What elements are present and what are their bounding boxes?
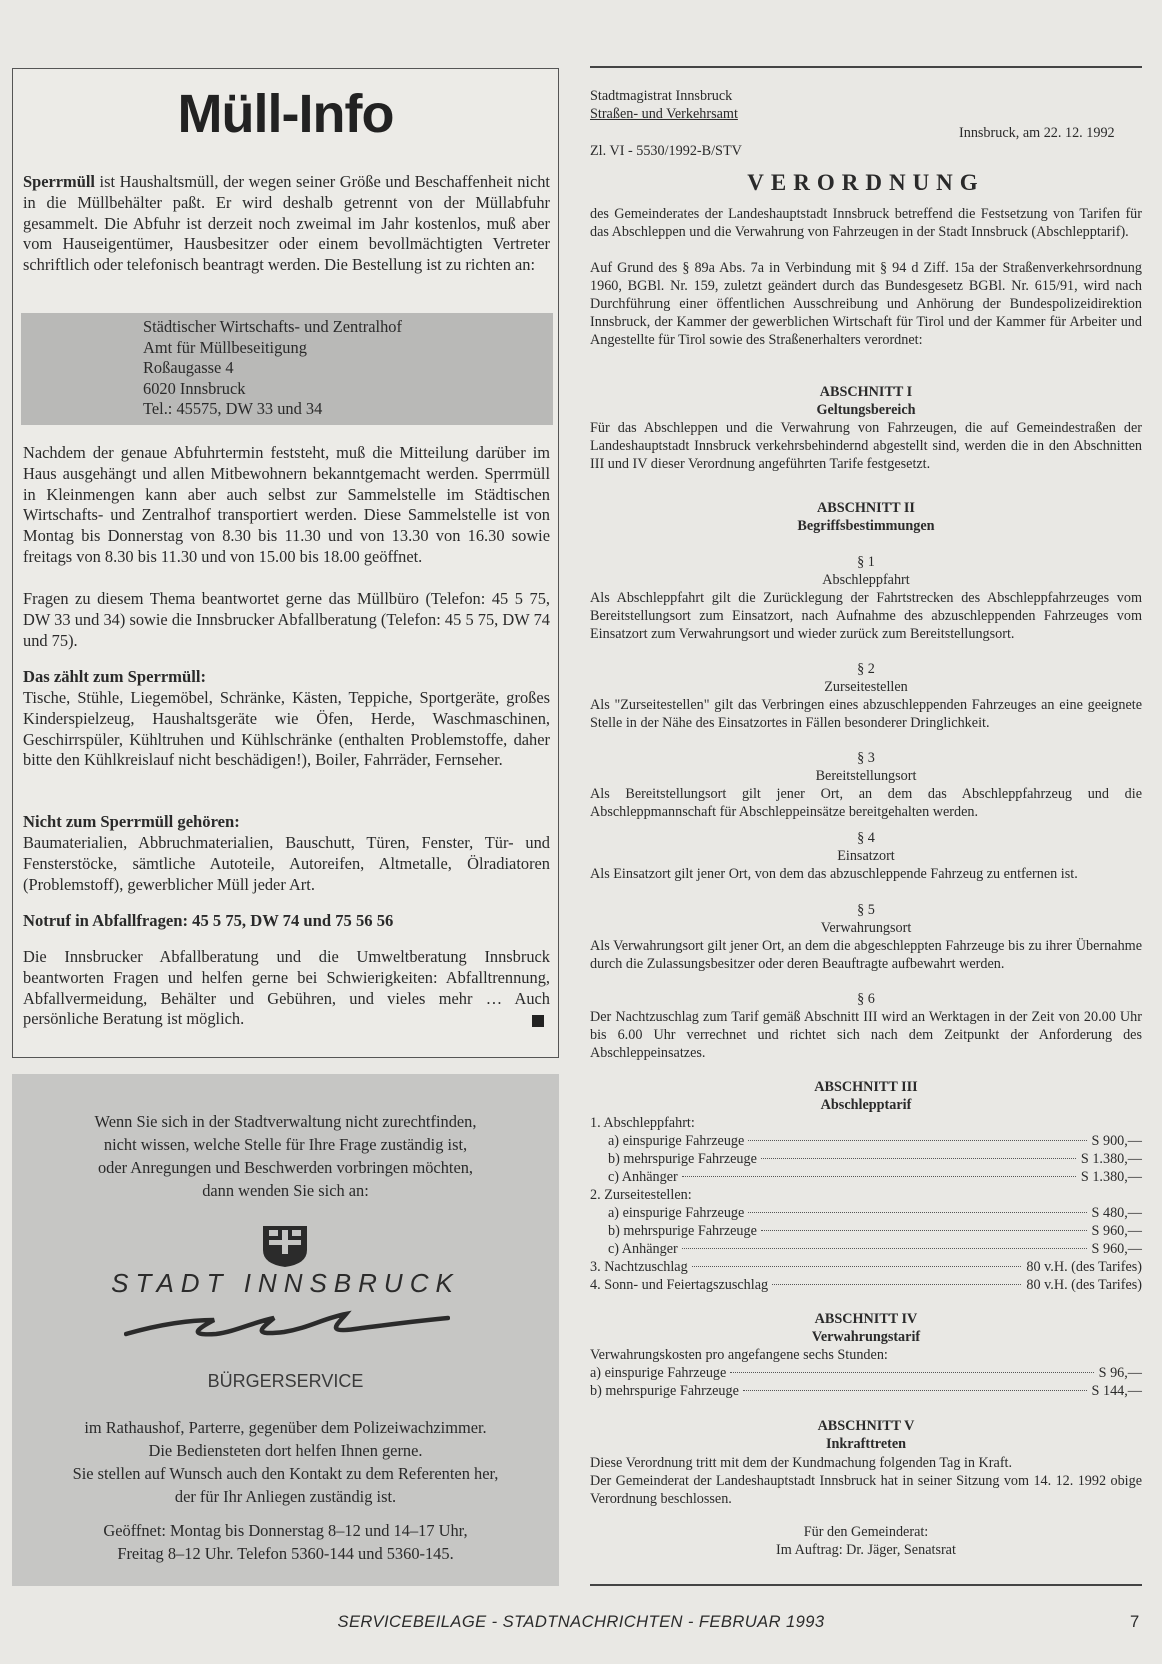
dot-leader [692, 1266, 1022, 1267]
address-line: Tel.: 45575, DW 33 und 34 [143, 399, 323, 419]
muell-intro-bold: Sperrmüll [23, 172, 95, 191]
inn-river-wave-icon [124, 1306, 450, 1346]
verordnung-title: VERORDNUNG [747, 170, 985, 195]
address-box [21, 313, 553, 425]
dot-leader [772, 1284, 1021, 1285]
service-intro-line: Wenn Sie sich in der Stadtverwaltung nicht zurechtfinden, [94, 1112, 477, 1131]
tariff-value: S 480,— [1091, 1205, 1142, 1221]
dot-leader [748, 1140, 1086, 1141]
tariff-label: c) Anhänger [608, 1169, 678, 1185]
storage-intro: Verwahrungskosten pro angefangene sechs Stunden: [590, 1347, 888, 1363]
paragraph-4-title: Einsatzort [837, 848, 895, 864]
tariff-row [608, 1223, 1142, 1241]
section-5-text: Diese Verordnung tritt mit dem der Kundmachung folgenden Tag in Kraft. [590, 1455, 1013, 1471]
opening-hours-line: Geöffnet: Montag bis Donnerstag 8–12 und 14–17 Uhr, [103, 1521, 468, 1540]
service-location-line: Die Bediensteten dort helfen Ihnen gerne. [148, 1441, 423, 1460]
dot-leader [682, 1248, 1087, 1249]
paragraph-6-number: § 6 [857, 991, 875, 1007]
section-3-subtitle: Abschlepptarif [820, 1097, 912, 1113]
paragraph-1-text: Als Abschleppfahrt gilt die Zurücklegung der Fahrtstrecken des Abschleppfahrzeuges vom Bereitstellungsort zum Einsatzort, nach Aufnahme des abzuschleppenden Fahrzeuges vom Einsatzort zum Verwahrungsort und wieder zurück zum Bereitstellungsort. [590, 590, 1142, 642]
tariff-row [590, 1277, 1142, 1295]
included-heading: Das zählt zum Sperrmüll: [23, 667, 206, 686]
section-1-title: ABSCHNITT I [819, 384, 913, 400]
dot-leader [743, 1390, 1087, 1391]
address-line: Städtischer Wirtschafts- und Zentralhof [143, 317, 402, 336]
tariff-value: S 1.380,— [1080, 1169, 1142, 1185]
tariff-row [608, 1169, 1142, 1187]
sender-department: Straßen- und Verkehrsamt [590, 106, 738, 122]
opening-hours-line: Freitag 8–12 Uhr. Telefon 5360-144 und 5360-145. [117, 1544, 454, 1563]
tariff-label: 3. Nachtzuschlag [590, 1259, 688, 1275]
emergency-line: Notruf in Abfallfragen: 45 5 75, DW 74 und 75 56 56 [23, 911, 394, 930]
document-date: Innsbruck, am 22. 12. 1992 [959, 125, 1115, 141]
section-4-subtitle: Verwahrungstarif [811, 1329, 921, 1345]
paragraph-5-text: Als Verwahrungsort gilt jener Ort, an dem die abgeschleppten Fahrzeuge bis zu ihrer Übernahme durch die Zulassungsbesitzer oder deren Beauftragte aufbewahrt werden. [590, 938, 1142, 972]
paragraph-2-number: § 2 [857, 661, 875, 677]
section-1-subtitle: Geltungsbereich [816, 402, 916, 418]
paragraph-1-title: Abschleppfahrt [822, 572, 910, 588]
tariff-group-heading: 1. Abschleppfahrt: [590, 1115, 695, 1131]
signature-name: Im Auftrag: Dr. Jäger, Senatsrat [776, 1542, 956, 1558]
tariff-row [590, 1259, 1142, 1277]
tariff-value: 80 v.H. (des Tarifes) [1026, 1277, 1142, 1293]
service-location-line: Sie stellen auf Wunsch auch den Kontakt zu dem Referenten her, [72, 1464, 499, 1483]
buergerservice-heading: BÜRGERSERVICE [207, 1371, 364, 1391]
paragraph-3-text: Als Bereitstellungsort gilt jener Ort, an dem das Abschleppfahrzeug und die Abschleppmannschaft für Abschleppeinsätze bereitgehalten werden. [590, 786, 1142, 820]
paragraph-5-title: Verwahrungsort [820, 920, 912, 936]
section-2-subtitle: Begriffsbestimmungen [797, 518, 935, 534]
reference-number: Zl. VI - 5530/1992-B/STV [590, 143, 742, 159]
dot-leader [682, 1176, 1076, 1177]
muell-info-box [12, 68, 559, 1058]
muell-info-title: Müll-Info [177, 84, 394, 144]
legal-basis: Auf Grund des § 89a Abs. 7a in Verbindung mit § 94 d Ziff. 15a der Straßenverkehrsordnung 1960, BGBl. Nr. 159, zuletzt geändert durch das Bundesgesetz BGBl. Nr. 615/91, wird nach Durchführung einer öffentlichen Ausschreibung und Anhörung der Bundespolizeidirektion Innsbruck, der Kammer der gewerblichen Wirtschaft für Tirol und der Kammer für Arbeiter und Angestellte für Tirol sowie des Straßenerhalters verordnet: [590, 260, 1142, 348]
tariff-row [608, 1151, 1142, 1169]
muell-intro [23, 172, 550, 276]
paragraph-4-number: § 4 [857, 830, 875, 846]
dot-leader [761, 1230, 1087, 1231]
end-mark-icon [532, 1015, 544, 1027]
storage-row [590, 1383, 1142, 1401]
section-5-title: ABSCHNITT V [817, 1418, 915, 1434]
stadt-innsbruck-logo-text: STADT INNSBRUCK [111, 1268, 460, 1298]
paragraph-6-text: Der Nachtzuschlag zum Tarif gemäß Abschnitt III wird an Werktagen in der Zeit von 20.00 Uhr bis 6.00 Uhr verrechnet und richtet sich nach dem Zeitpunkt der Anforderung des Abschleppeinsatzes. [590, 1009, 1142, 1061]
excluded-list: Baumaterialien, Abbruchmaterialien, Bauschutt, Türen, Fenster, Tür- und Fensterstöcke, sämtliche Autoteile, Autoreifen, Altmetalle, Ölradiatoren (Problemstoff), gewerblicher Müll jeder Art. [23, 833, 550, 894]
top-rule [590, 66, 1142, 68]
section-1-text: Für das Abschleppen und die Verwahrung von Fahrzeugen, die auf Gemeindestraßen der Landeshauptstadt Innsbruck verkehrsbehindernd abgestellt sind, werden die in den Abschnitten III und IV dieser Verordnung angeführten Tarife festgesetzt. [590, 420, 1142, 472]
service-intro-line: dann wenden Sie sich an: [202, 1181, 369, 1200]
service-location-line: im Rathaushof, Parterre, gegenüber dem Polizeiwachzimmer. [84, 1418, 487, 1437]
muell-intro-text: ist Haushaltsmüll, der wegen seiner Größe und Beschaffenheit nicht in die Müllbehälter paßt. Er wird deshalb getrennt von der Müllabfuhr gesammelt. Die Abfuhr ist derzeit noch zweimal im Jahr kostenlos, muß aber vom Hauseigentümer, Hausbesitzer oder einem bevollmächtigten Vertreter schriftlich oder telefonisch beantragt werden. Die Bestellung ist zu richten an: [23, 172, 550, 275]
paragraph-3-title: Bereitstellungsort [815, 768, 917, 784]
service-intro-line: nicht wissen, welche Stelle für Ihre Frage zuständig ist, [103, 1135, 468, 1154]
section-5-subtitle: Inkrafttreten [825, 1436, 907, 1452]
dot-leader [761, 1158, 1076, 1159]
paragraph-1-number: § 1 [857, 554, 875, 570]
tariff-label: a) einspurige Fahrzeuge [608, 1133, 745, 1149]
section-2-title: ABSCHNITT II [817, 500, 915, 516]
service-intro-line: oder Anregungen und Beschwerden vorbringen möchten, [97, 1158, 474, 1177]
tariff-value: S 960,— [1091, 1241, 1142, 1257]
contact-paragraph: Fragen zu diesem Thema beantwortet gerne das Müllbüro (Telefon: 45 5 75, DW 33 und 34) sowie die Innsbrucker Abfallberatung (Telefon: 45 5 75, DW 74 und 75). [23, 589, 550, 650]
tariff-row [608, 1241, 1142, 1259]
tariff-value: S 900,— [1091, 1133, 1142, 1149]
buergerservice-box [12, 1074, 559, 1586]
storage-value: S 96,— [1098, 1365, 1142, 1381]
storage-value: S 144,— [1091, 1383, 1142, 1399]
tariff-row [608, 1133, 1142, 1151]
paragraph-2-title: Zurseitestellen [824, 679, 908, 695]
paragraph-3-number: § 3 [857, 750, 875, 766]
signature-line: Für den Gemeinderat: [803, 1524, 929, 1540]
paragraph-2-text: Als "Zurseitestellen" gilt das Verbringen eines abzuschleppenden Fahrzeuges an eine geeignete Stelle in der Nähe des Einsatzortes in Fällen besonderer Dringlichkeit. [590, 697, 1142, 731]
tariff-row [608, 1205, 1142, 1223]
address-line: Roßaugasse 4 [143, 358, 234, 378]
sender-line: Stadtmagistrat Innsbruck [590, 88, 733, 104]
tariff-value: S 1.380,— [1080, 1151, 1142, 1167]
paragraph-5-number: § 5 [857, 902, 875, 918]
tariff-label: 4. Sonn- und Feiertagszuschlag [590, 1277, 769, 1293]
address-line: Amt für Müllbeseitigung [143, 337, 307, 357]
tariff-label: c) Anhänger [608, 1241, 678, 1257]
tariff-label: b) mehrspurige Fahrzeuge [608, 1223, 757, 1239]
preamble: des Gemeinderates der Landeshauptstadt Innsbruck betreffend die Festsetzung von Tarifen für das Abschleppen und die Verwahrung von Fahrzeugen in der Stadt Innsbruck (Abschlepptarif). [590, 206, 1142, 240]
bottom-rule [590, 1584, 1142, 1586]
address-line: 6020 Innsbruck [143, 378, 246, 398]
excluded-heading: Nicht zum Sperrmüll gehören: [23, 812, 240, 831]
tariff-label: a) einspurige Fahrzeuge [608, 1205, 745, 1221]
page-number: 7 [1130, 1612, 1140, 1631]
section-5-resolution: Der Gemeinderat der Landeshauptstadt Innsbruck hat in seiner Sitzung vom 14. 12. 1992 obige Verordnung beschlossen. [590, 1473, 1142, 1507]
page-footer: SERVICEBEILAGE - STADTNACHRICHTEN - FEBRUAR 1993 [337, 1612, 825, 1631]
storage-row [590, 1365, 1142, 1383]
tariff-value: S 960,— [1091, 1223, 1142, 1239]
section-4-title: ABSCHNITT IV [814, 1311, 918, 1327]
storage-label: a) einspurige Fahrzeuge [590, 1365, 727, 1381]
innsbruck-coat-of-arms-icon [261, 1224, 309, 1268]
collection-point-paragraph: Nachdem der genaue Abfuhrtermin feststeht, muß die Mitteilung darüber im Haus ausgehängt und allen Mitbewohnern bekanntgemacht werden. Sperrmüll in Kleinmengen kann aber auch selbst zur Sammelstelle im Städtischen Wirtschafts- und Zentralhof transportiert werden. Diese Sammelstelle ist von Montag bis Donnerstag von 8.30 bis 11.30 und von 13.30 von 16.30 sowie freitags von 8.30 bis 11.30 und von 15.00 bis 18.00 geöffnet. [23, 443, 550, 566]
closing-paragraph: Die Innsbrucker Abfallberatung und die Umweltberatung Innsbruck beantworten Fragen und helfen gerne bei Schwierigkeiten: Abfalltrennung, Abfallvermeidung, Behälter und Gebühren, und vieles mehr … Auch persönliche Beratung ist möglich. [23, 947, 550, 1029]
tariff-value: 80 v.H. (des Tarifes) [1026, 1259, 1142, 1275]
tariff-label: b) mehrspurige Fahrzeuge [608, 1151, 757, 1167]
dot-leader [730, 1372, 1093, 1373]
paragraph-4-text: Als Einsatzort gilt jener Ort, von dem das abzuschleppende Fahrzeug zu entfernen ist. [590, 866, 1078, 882]
tariff-group-heading: 2. Zurseitestellen: [590, 1187, 692, 1203]
dot-leader [748, 1212, 1086, 1213]
included-list: Tische, Stühle, Liegemöbel, Schränke, Kästen, Teppiche, Sportgeräte, großes Kinderspielzeug, Haushaltsgeräte wie Öfen, Herde, Waschmaschinen, Geschirrspüler, Kühltruhen und Kühlschränke (enthalten Problemstoffe, daher bitte den Kühlkreislauf nicht beschädigen!), Boiler, Fahrräder, Fernseher. [23, 688, 550, 770]
section-3-title: ABSCHNITT III [814, 1079, 918, 1095]
service-location-line: der für Ihr Anliegen zuständig ist. [174, 1487, 397, 1506]
storage-label: b) mehrspurige Fahrzeuge [590, 1383, 739, 1399]
